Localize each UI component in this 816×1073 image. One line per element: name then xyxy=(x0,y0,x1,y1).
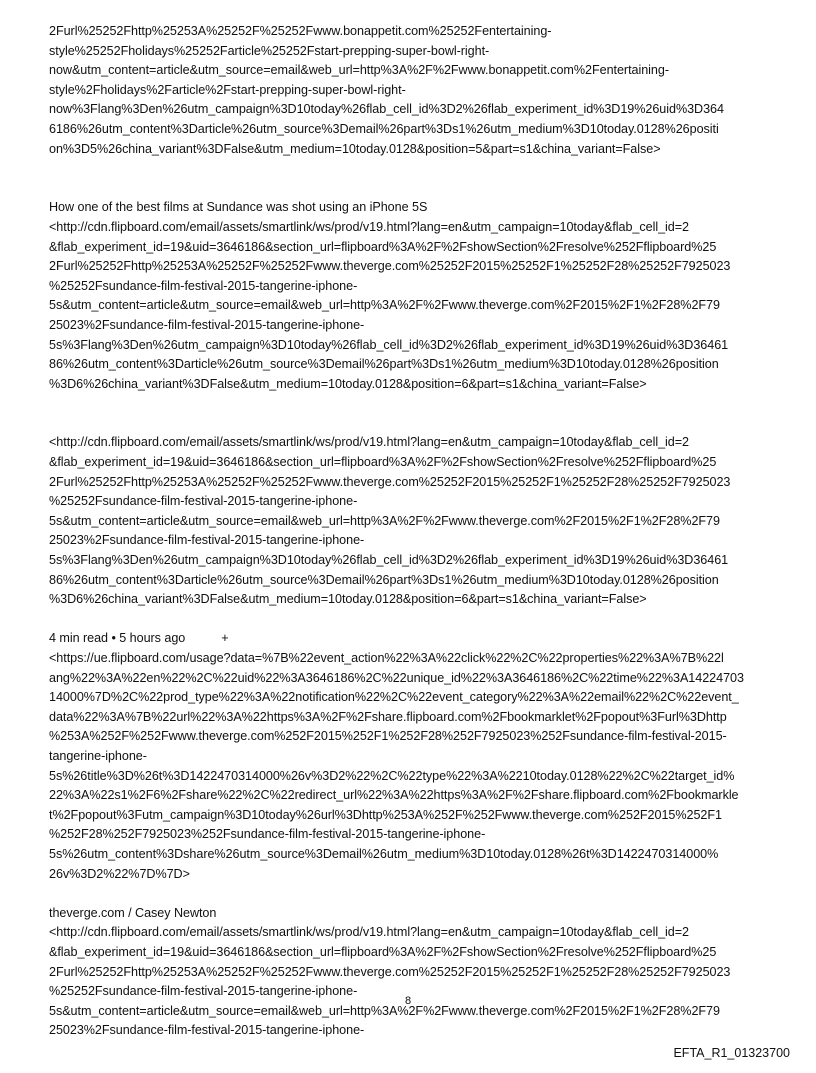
spacer xyxy=(49,394,779,414)
link-line[interactable]: <https://ue.flipboard.com/usage?data=%7B%22event_action%22%3A%22click%22%2C%22properties%22%3A%7B%22l xyxy=(49,651,724,665)
link-line[interactable]: 5s&utm_content=article&utm_source=email&web_url=http%3A%2F%2Fwww.theverge.com%2F2015%2F1%2F28%2F79 xyxy=(49,513,720,528)
link-line[interactable]: <http://cdn.flipboard.com/email/assets/smartlink/ws/prod/v19.html?lang=en&utm_campaign=10today&flab_cell_id=2 xyxy=(49,435,689,450)
link-line[interactable]: 5s%26utm_content%3Dshare%26utm_source%3Demail%26utm_medium%3D10today.0128%26t%3D1422470314000% xyxy=(49,846,719,861)
article-title: How one of the best films at Sundance was shot using an iPhone 5S xyxy=(49,200,428,215)
document-page xyxy=(49,22,779,1041)
article-block-sundance xyxy=(49,198,779,394)
share-block xyxy=(49,629,779,884)
page-number: 8 xyxy=(404,995,412,1007)
link-line[interactable]: 2Furl%25252Fhttp%25253A%25252F%25252Fwww.bonappetit.com%25252Fentertaining- xyxy=(49,24,552,38)
link-line[interactable]: %252F28%252F7925023%252Fsundance-film-festival-2015-tangerine-iphone- xyxy=(49,827,486,842)
share-plus-icon[interactable]: + xyxy=(221,631,229,646)
link-line[interactable]: 25023%2Fsundance-film-festival-2015-tangerine-iphone- xyxy=(49,533,365,548)
link-line[interactable]: 26v%3D2%22%7D%7D> xyxy=(49,866,190,881)
link-line[interactable]: %3D6%26china_variant%3DFalse&utm_medium=10today.0128&position=6&part=s1&china_variant=False> xyxy=(49,592,647,607)
link-line[interactable]: 5s&utm_content=article&utm_source=email&web_url=http%3A%2F%2Fwww.theverge.com%2F2015%2F1%2F28%2F79 xyxy=(49,298,720,313)
link-line[interactable]: 5s%26title%3D%26t%3D1422470314000%26v%3D2%22%2C%22type%22%3A%2210today.0128%22%2C%22target_id% xyxy=(49,768,735,783)
spacer xyxy=(49,610,779,630)
link-line[interactable]: %25252Fsundance-film-festival-2015-tangerine-iphone- xyxy=(49,494,358,509)
link-line[interactable]: %253A%252F%252Fwww.theverge.com%252F2015%252F1%252F28%252F7925023%252Fsundance-film-festival-2015- xyxy=(49,729,727,744)
link-line[interactable]: 86%26utm_content%3Darticle%26utm_source%3Demail%26part%3Ds1%26utm_medium%3D10today.0128%26position xyxy=(49,572,719,587)
spacer xyxy=(49,414,779,434)
link-line[interactable]: <http://cdn.flipboard.com/email/assets/smartlink/ws/prod/v19.html?lang=en&utm_campaign=10today&flab_cell_id=2 xyxy=(49,219,689,234)
link-line[interactable]: 25023%2Fsundance-film-festival-2015-tangerine-iphone- xyxy=(49,317,365,332)
spacer xyxy=(49,159,779,179)
link-line[interactable]: on%3D5%26china_variant%3DFalse&utm_medium=10today.0128&position=5&part=s1&china_variant=False> xyxy=(49,141,661,156)
source-block xyxy=(49,904,779,1041)
link-line[interactable]: now&utm_content=article&utm_source=email&web_url=http%3A%2F%2Fwww.bonappetit.com%2Fentertaining- xyxy=(49,63,669,78)
article-source: theverge.com / Casey Newton xyxy=(49,905,217,920)
link-line[interactable]: tangerine-iphone- xyxy=(49,748,147,763)
link-line[interactable]: t%2Fpopout%3Futm_campaign%3D10today%26url%3Dhttp%253A%252F%252Fwww.theverge.com%252F2015%252F1 xyxy=(49,807,722,822)
link-line[interactable]: &flab_experiment_id=19&uid=3646186&section_url=flipboard%3A%2F%2FshowSection%2Fresolve%252Fflipboard%25 xyxy=(49,455,717,470)
link-line[interactable]: 14000%7D%2C%22prod_type%22%3A%22notification%22%2C%22event_category%22%3A%22email%22%2C%22event_ xyxy=(49,690,739,705)
link-line[interactable]: %25252Fsundance-film-festival-2015-tangerine-iphone- xyxy=(49,278,358,293)
link-line[interactable]: &flab_experiment_id=19&uid=3646186&section_url=flipboard%3A%2F%2FshowSection%2Fresolve%252Fflipboard%25 xyxy=(49,239,717,254)
link-line[interactable]: data%22%3A%7B%22url%22%3A%22https%3A%2F%2Fshare.flipboard.com%2Fbookmarklet%2Fpopout%3Furl%3Dhttp xyxy=(49,709,727,724)
link-line[interactable]: 25023%2Fsundance-film-festival-2015-tangerine-iphone- xyxy=(49,1023,365,1038)
link-line[interactable]: &flab_experiment_id=19&uid=3646186&section_url=flipboard%3A%2F%2FshowSection%2Fresolve%252Fflipboard%25 xyxy=(49,944,717,959)
link-line[interactable]: 5s%3Flang%3Den%26utm_campaign%3D10today%26flab_cell_id%3D2%26flab_experiment_id%3D19%26uid%3D36461 xyxy=(49,337,729,352)
link-line[interactable]: 2Furl%25252Fhttp%25253A%25252F%25252Fwww.theverge.com%25252F2015%25252F1%25252F28%25252F7925023 xyxy=(49,259,731,274)
spacer xyxy=(49,179,779,199)
link-block-bonappetit xyxy=(49,22,779,159)
link-line[interactable]: 5s%3Flang%3Den%26utm_campaign%3D10today%26flab_cell_id%3D2%26flab_experiment_id%3D19%26uid%3D36461 xyxy=(49,553,729,568)
spacer xyxy=(49,884,779,904)
link-line[interactable]: 5s&utm_content=article&utm_source=email&web_url=http%3A%2F%2Fwww.theverge.com%2F2015%2F1%2F28%2F79 xyxy=(49,1003,720,1018)
link-line[interactable]: 2Furl%25252Fhttp%25253A%25252F%25252Fwww.theverge.com%25252F2015%25252F1%25252F28%25252F7925023 xyxy=(49,474,731,489)
link-line[interactable]: 6186%26utm_content%3Darticle%26utm_source%3Demail%26part%3Ds1%26utm_medium%3D10today.0128%26positi xyxy=(49,121,719,136)
link-line[interactable]: style%25252Fholidays%25252Farticle%25252Fstart-prepping-super-bowl-right- xyxy=(49,43,490,58)
article-meta-row xyxy=(49,629,779,649)
document-id: EFTA_R1_01323700 xyxy=(673,1046,790,1060)
link-line[interactable]: <http://cdn.flipboard.com/email/assets/smartlink/ws/prod/v19.html?lang=en&utm_campaign=10today&flab_cell_id=2 xyxy=(49,925,689,940)
link-line[interactable]: 86%26utm_content%3Darticle%26utm_source%3Demail%26part%3Ds1%26utm_medium%3D10today.0128%26position xyxy=(49,357,719,372)
link-line[interactable]: 2Furl%25252Fhttp%25253A%25252F%25252Fwww.theverge.com%25252F2015%25252F1%25252F28%25252F7925023 xyxy=(49,964,731,979)
link-block-sundance-repeat xyxy=(49,433,779,609)
read-time-meta: 4 min read • 5 hours ago xyxy=(49,631,186,646)
link-line[interactable]: ang%22%3A%22en%22%2C%22uid%22%3A3646186%2C%22unique_id%22%3A3646186%2C%22time%22%3A14224703 xyxy=(49,670,744,685)
link-line[interactable]: style%2Fholidays%2Farticle%2Fstart-prepping-super-bowl-right- xyxy=(49,82,406,97)
link-line[interactable]: %25252Fsundance-film-festival-2015-tangerine-iphone- xyxy=(49,984,358,999)
link-line[interactable]: 22%3A%22s1%2F6%2Fshare%22%2C%22redirect_url%22%3A%22https%3A%2F%2Fshare.flipboard.com%2Fbookmarkle xyxy=(49,788,739,803)
link-line[interactable]: now%3Flang%3Den%26utm_campaign%3D10today%26flab_cell_id%3D2%26flab_experiment_id%3D19%26uid%3D364 xyxy=(49,102,724,117)
link-line[interactable]: %3D6%26china_variant%3DFalse&utm_medium=10today.0128&position=6&part=s1&china_variant=False> xyxy=(49,376,647,391)
